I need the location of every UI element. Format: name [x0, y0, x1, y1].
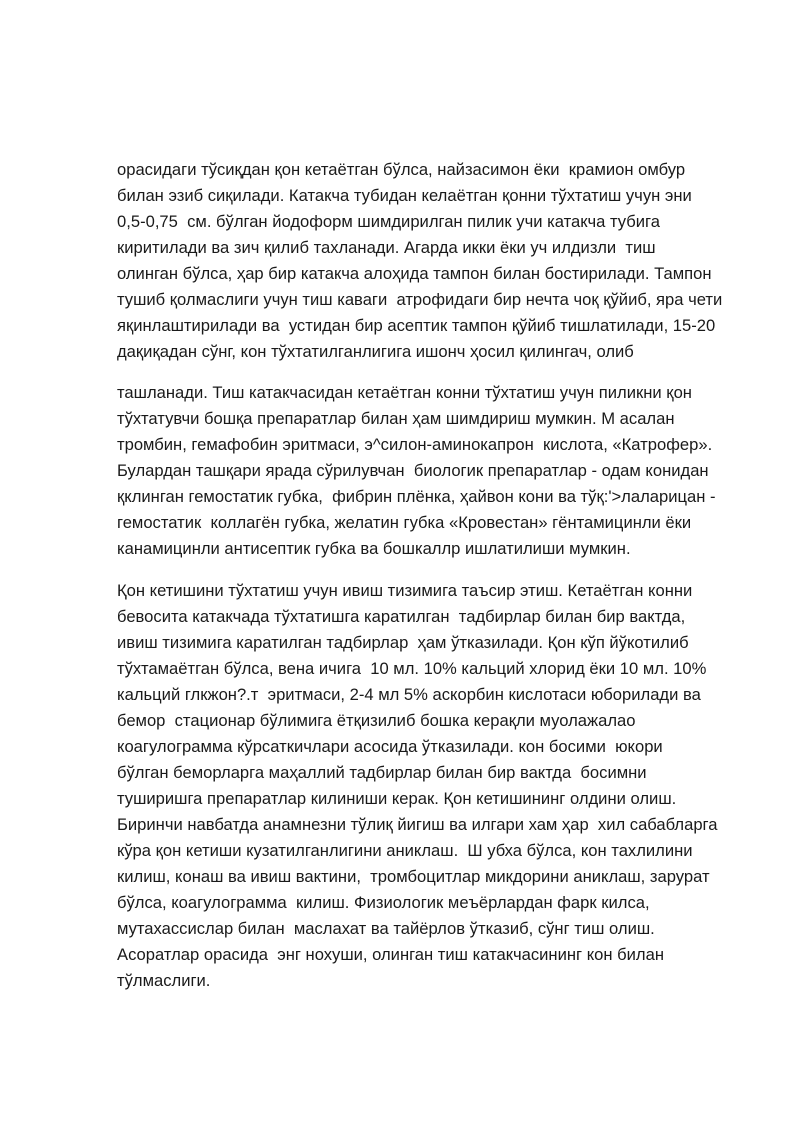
text-line: қклинган гемостатик губка, фибрин плёнка, ҳайвон кони ва тўқ:'>лаларицан - — [117, 487, 716, 506]
text-line: билан эзиб сиқилади. Катакча тубидан келаётган қонни тўхтатиш учун эни — [117, 186, 692, 205]
text-line: Биринчи навбатда анамнезни тўлиқ йигиш ва илгари хам ҳар хил сабабларга — [117, 815, 718, 834]
paragraph-3 — [117, 578, 789, 994]
text-line: Асоратлар орасида энг нохуши, олинган тиш катакчасининг кон билан — [117, 945, 664, 964]
text-line: олинган бўлса, ҳар бир катакча алоҳида тампон билан бостирилади. Тампон — [117, 264, 712, 283]
text-line: кальций глкжон?.т эритмаси, 2-4 мл 5% аскорбин кислотаси юборилади ва — [117, 685, 701, 704]
paragraph-2 — [117, 380, 789, 562]
paragraph-1 — [117, 157, 789, 365]
text-line: Булардан ташқари ярада сўрилувчан биологик препаратлар - одам конидан — [117, 461, 709, 480]
text-line: канамицинли антисептик губка ва бошкаллр ишлатилиши мумкин. — [117, 539, 631, 558]
text-line: коагулограмма кўрсаткичлари асосида ўтказилади. кон босими юкори — [117, 737, 663, 756]
text-line: яқинлаштирилади ва устидан бир асептик тампон қўйиб тишлатилади, 15-20 — [117, 316, 716, 335]
text-line: тўхтатувчи бошқа препаратлар билан ҳам шимдириш мумкин. М асалан — [117, 409, 675, 428]
text-line: туширишга препаратлар килиниши керак. Қон кетишининг олдини олиш. — [117, 789, 677, 808]
text-line: киритилади ва зич қилиб тахланади. Агарда икки ёки уч илдизли тиш — [117, 238, 656, 257]
text-line: кўра қон кетиши кузатилганлигини аниклаш. Ш убха бўлса, кон тахлилини — [117, 841, 693, 860]
text-line: тўхтамаётган бўлса, вена ичига 10 мл. 10% кальций хлорид ёки 10 мл. 10% — [117, 659, 707, 678]
text-line: бўлган беморларга маҳаллий тадбирлар билан бир вактда босимни — [117, 763, 647, 782]
text-line: мутахассислар билан маслахат ва тайёрлов ўтказиб, сўнг тиш олиш. — [117, 919, 655, 938]
text-line: 0,5-0,75 см. бўлган йодоформ шимдирилган пилик учи катакча тубига — [117, 212, 660, 231]
text-line: дақиқадан сўнг, кон тўхтатилганлигига ишонч ҳосил қилингач, олиб — [117, 342, 634, 361]
text-line: килиш, конаш ва ивиш вактини, тромбоцитлар микдорини аниклаш, зарурат — [117, 867, 710, 886]
text-line: бўлса, коагулограмма килиш. Физиологик меъёрлардан фарк килса, — [117, 893, 650, 912]
text-line: гемостатик коллагён губка, желатин губка «Кровестан» гёнтамицинли ёки — [117, 513, 692, 532]
text-line: тромбин, гемафобин эритмаси, э^силон-аминокапрон кислота, «Катрофер». — [117, 435, 713, 454]
text-line: ташланади. Тиш катакчасидан кетаётган конни тўхтатиш учун пиликни қон — [117, 383, 692, 402]
text-line: бевосита катакчада тўхтатишга каратилган тадбирлар билан бир вактда, — [117, 607, 686, 626]
text-line: ивиш тизимига каратилган тадбирлар ҳам ўтказилади. Қон кўп йўкотилиб — [117, 633, 689, 652]
text-line: бемор стационар бўлимига ётқизилиб бошка керақли муолажалао — [117, 711, 636, 730]
text-line: Қон кетишини тўхтатиш учун ивиш тизимига таъсир этиш. Кетаётган конни — [117, 581, 693, 600]
text-line: орасидаги тўсиқдан қон кетаётган бўлса, найзасимон ёки крамион омбур — [117, 160, 686, 179]
text-line: тушиб қолмаслиги учун тиш каваги атрофидаги бир нечта чоқ қўйиб, яра чети — [117, 290, 723, 309]
text-line: тўлмаслиги. — [117, 971, 211, 990]
